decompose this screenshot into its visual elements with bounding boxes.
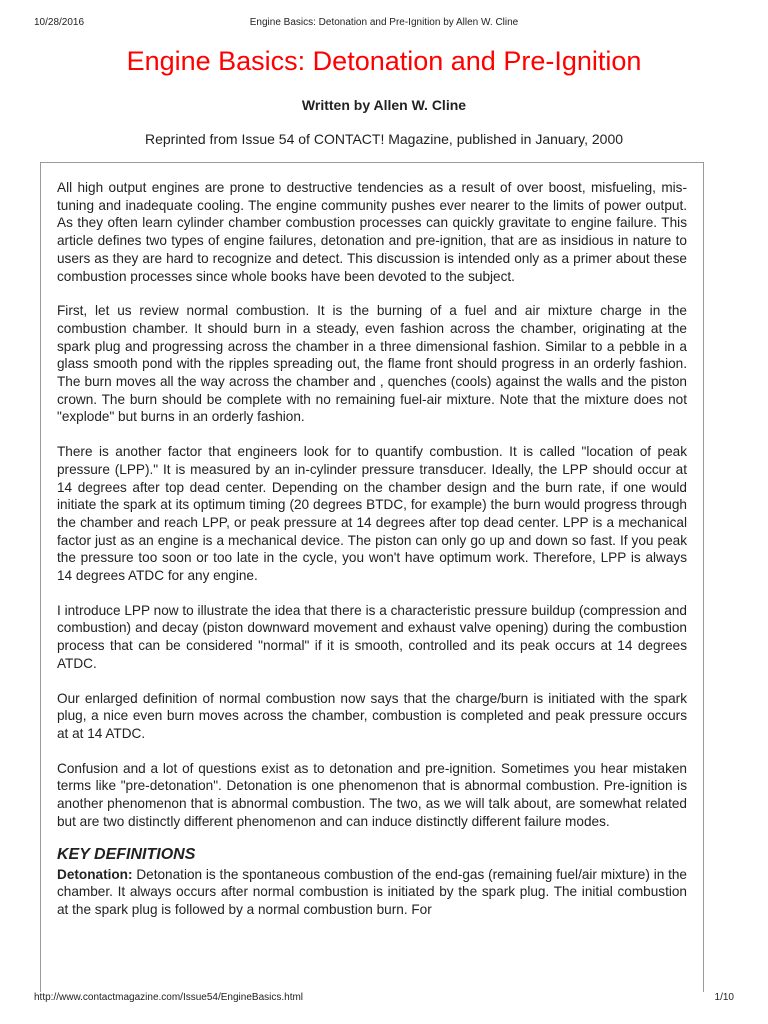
definition-detonation: [57, 866, 687, 919]
paragraph-enlarged-definition: Our enlarged definition of normal combustion now says that the charge/burn is initiated with the spark plug, a nice even burn moves across the chamber, combustion is completed and peak pressure occurs at at 14 ATDC.: [57, 690, 687, 741]
paragraph-confusion: Confusion and a lot of questions exist as to detonation and pre-ignition. Sometimes you hear mistaken terms like "pre-detonation". Detonation is one phenomenon that is abnormal combustion. Pre-ignition is another phenomenon that is abnormal combustion. The two, as we will talk about, are somewhat related but are two distinctly different phenomenon and can induce distinctly different failure modes.: [57, 760, 687, 829]
print-footer: [34, 992, 734, 1003]
key-definitions-heading: KEY DEFINITIONS: [57, 845, 196, 863]
paragraph-normal-combustion: First, let us review normal combustion. It is the burning of a fuel and air mixture charge in the combustion chamber. It should burn in a steady, even fashion across the chamber, originating at the spark plug and progressing across the chamber in a three dimensional fashion. Similar to a pebble in a glass smooth pond with the ripples spreading out, the flame front should progress in an orderly fashion. The burn moves all the way across the chamber and , quenches (cools) against the walls and the piston crown. The burn should be complete with no remaining fuel-air mixture. Note that the mixture does not "explode" but burns in an orderly fashion.: [57, 303, 687, 425]
paragraph-intro: All high output engines are prone to destructive tendencies as a result of over boost, misfueling, mis-tuning and inadequate cooling. The engine community pushes ever nearer to the limits of power output. As they often learn cylinder chamber combustion processes can quickly gravitate to engine failure. This article defines two types of engine failures, detonation and pre-ignition, that are as insidious in nature to users as they are hard to recognize and detect. This discussion is intended only as a primer about these combustion processes since whole books have been devoted to the subject.: [57, 180, 687, 284]
page-url[interactable]: http://www.contactmagazine.com/Issue54/EngineBasics.html: [34, 992, 304, 1003]
reprint-note: Reprinted from Issue 54 of CONTACT! Magazine, published in January, 2000: [144, 131, 624, 147]
definition-term: Detonation:: [57, 866, 133, 882]
byline: [0, 97, 768, 113]
article-body: [40, 162, 704, 992]
page-number: 1/10: [714, 992, 734, 1003]
definition-text: Detonation is the spontaneous combustion of the end-gas (remaining fuel/air mixture) in the chamber. It always occurs after normal combustion is initiated by the spark plug. The initial combustion at the spark plug is followed by a normal combustion burn. For: [57, 866, 687, 917]
article-title: Engine Basics: Detonation and Pre-Ignition: [126, 46, 642, 76]
paragraph-lpp: There is another factor that engineers look for to quantify combustion. It is called "location of peak pressure (LPP)." It is measured by an in-cylinder pressure transducer. Ideally, the LPP should occur at 14 degrees after top dead center. Depending on the chamber design and the burn rate, if one would initiate the spark at its optimum timing (20 degrees BTDC, for example) the burn would progress through the chamber and reach LPP, or peak pressure at 14 degrees after top dead center. LPP is a mechanical factor just as an engine is a mechanical device. The piston can only go up and down so fast. If you peak the pressure too soon or too late in the cycle, you won't have optimum work. Therefore, LPP is always 14 degrees ATDC for any engine.: [57, 444, 687, 584]
paragraph-lpp-illustration: I introduce LPP now to illustrate the idea that there is a characteristic pressure buildup (compression and combustion) and decay (piston downward movement and exhaust valve opening) during the combustion process that can be considered "normal" if it is smooth, controlled and its peak occurs at 14 degrees ATDC.: [57, 602, 687, 671]
byline-author: by Allen W. Cline: [349, 97, 467, 113]
print-header: [34, 17, 734, 28]
byline-written: Written: [301, 97, 350, 113]
print-date: 10/28/2016: [34, 17, 85, 28]
print-page-title: Engine Basics: Detonation and Pre-Ignition by Allen W. Cline: [249, 17, 519, 28]
